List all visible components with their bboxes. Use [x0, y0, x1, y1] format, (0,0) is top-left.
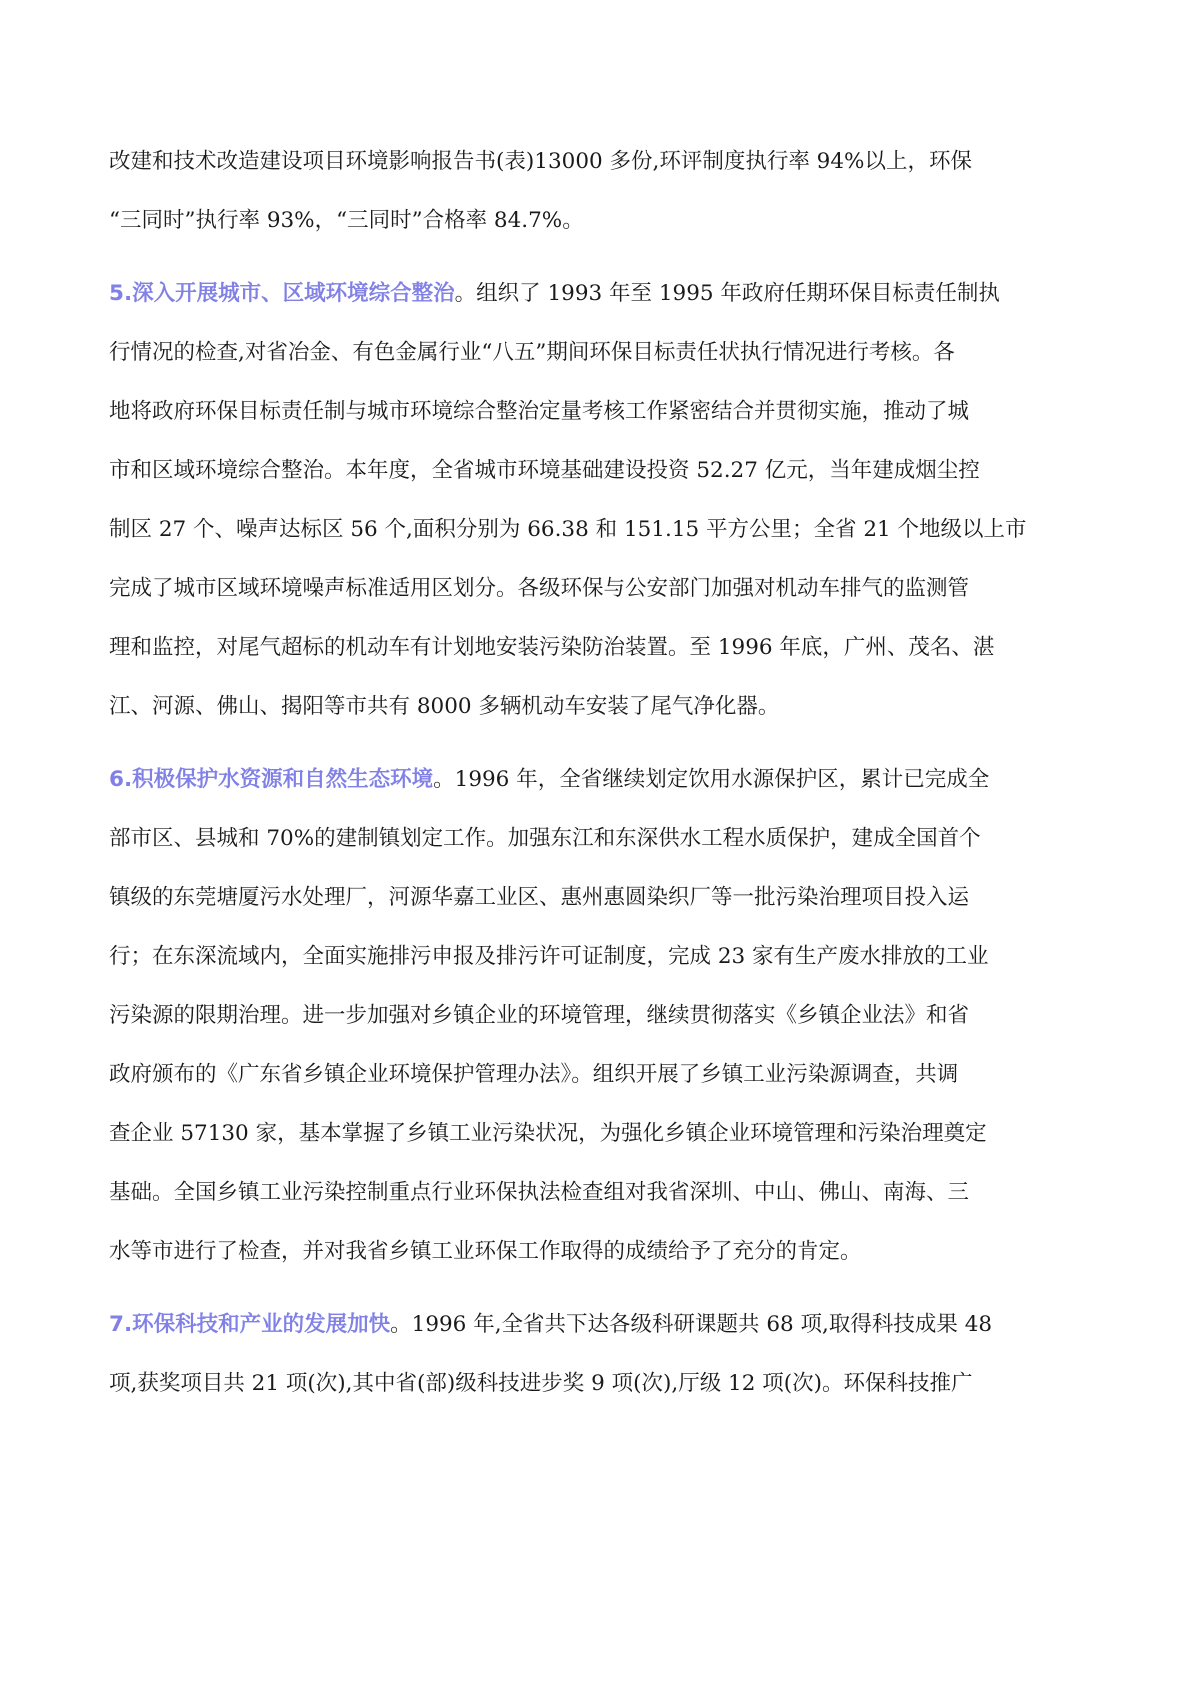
text-line: 水等市进行了检查，并对我省乡镇工业环保工作取得的成绩给予了充分的肯定。	[109, 1239, 862, 1264]
text-line: 理和监控，对尾气超标的机动车有计划地安装污染防治装置。至 1996 年底，广州、茂名、湛	[109, 635, 995, 660]
paragraph-5-first-line	[109, 274, 1099, 314]
paragraph-6-first-line	[109, 760, 1099, 800]
text-line: 基础。全国乡镇工业污染控制重点行业环保执法检查组对我省深圳、中山、佛山、南海、三	[109, 1180, 970, 1205]
text-line: 制区 27 个、噪声达标区 56 个,面积分别为 66.38 和 151.15 平方公里；全省 21 个地级以上市	[109, 517, 1027, 542]
text-line: 改建和技术改造建设项目环境影响报告书(表)13000 多份,环评制度执行率 94%以上，环保	[109, 149, 972, 174]
text-line: 行情况的检查,对省冶金、有色金属行业“八五”期间环保目标责任状执行情况进行考核。各	[109, 340, 955, 365]
text-line: “三同时”执行率 93%，“三同时”合格率 84.7%。	[109, 208, 584, 233]
text-line: 政府颁布的《广东省乡镇企业环境保护管理办法》。组织开展了乡镇工业污染源调查，共调	[109, 1062, 959, 1087]
paragraph-7-first-line	[109, 1305, 1099, 1345]
text-span: 。1996 年，全省继续划定饮用水源保护区，累计已完成全	[433, 767, 990, 792]
text-span: 。1996 年,全省共下达各级科研课题共 68 项,取得科技成果 48	[390, 1312, 993, 1337]
section-heading-5: 5.深入开展城市、区域环境综合整治	[109, 281, 455, 306]
text-line: 行；在东深流域内，全面实施排污申报及排污许可证制度，完成 23 家有生产废水排放的工业	[109, 944, 989, 969]
section-heading-6: 6.积极保护水资源和自然生态环境	[109, 767, 434, 792]
text-line: 部市区、县城和 70%的建制镇划定工作。加强东江和东深供水工程水质保护，建成全国首个	[109, 826, 981, 851]
text-line: 地将政府环保目标责任制与城市环境综合整治定量考核工作紧密结合并贯彻实施，推动了城	[109, 399, 970, 424]
text-line: 查企业 57130 家，基本掌握了乡镇工业污染状况，为强化乡镇企业环境管理和污染治理奠定	[109, 1121, 987, 1146]
text-line: 镇级的东莞塘厦污水处理厂，河源华嘉工业区、惠州惠圆染织厂等一批污染治理项目投入运	[109, 885, 970, 910]
text-span: 。组织了 1993 年至 1995 年政府任期环保目标责任制执	[454, 281, 1000, 306]
text-line: 污染源的限期治理。进一步加强对乡镇企业的环境管理，继续贯彻落实《乡镇企业法》和省	[109, 1003, 970, 1028]
text-line: 完成了城市区域环境噪声标准适用区划分。各级环保与公安部门加强对机动车排气的监测管	[109, 576, 970, 601]
text-line: 市和区域环境综合整治。本年度，全省城市环境基础建设投资 52.27 亿元，当年建成烟尘控	[109, 458, 980, 483]
section-heading-7: 7.环保科技和产业的发展加快	[109, 1312, 391, 1337]
text-line: 江、河源、佛山、揭阳等市共有 8000 多辆机动车安装了尾气净化器。	[109, 694, 780, 719]
text-line: 项,获奖项目共 21 项(次),其中省(部)级科技进步奖 9 项(次),厅级 12 项(次)。环保科技推广	[109, 1371, 973, 1396]
